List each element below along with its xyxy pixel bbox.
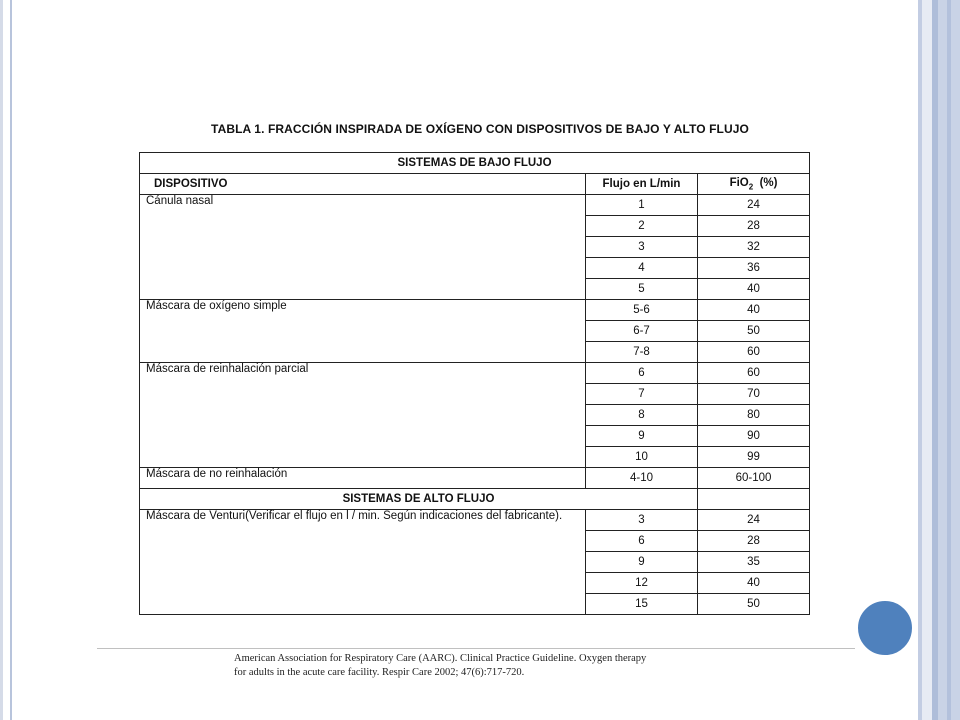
flow-value: 6 [586,363,698,384]
fio2-value: 24 [698,510,810,531]
fio2-value: 70 [698,384,810,405]
flow-value: 6 [586,531,698,552]
section-row-low-flow [140,153,810,174]
flow-value: 5 [586,279,698,300]
flow-value: 6-7 [586,321,698,342]
decorative-circle [856,599,914,657]
fio2-value: 40 [698,300,810,321]
fio2-value: 50 [698,321,810,342]
flow-value: 3 [586,237,698,258]
section-header: SISTEMAS DE ALTO FLUJO [140,489,698,510]
flow-value: 9 [586,426,698,447]
device-name: Máscara de Venturi(Verificar el flujo en l / min. Según indicaciones del fabricante). [140,510,586,615]
flow-value: 3 [586,510,698,531]
device-name: Máscara de no reinhalación [140,468,586,489]
citation-line: American Association for Respiratory Care (AARC). Clinical Practice Guideline. Oxygen therapy [234,653,647,664]
flow-value: 4 [586,258,698,279]
flow-value: 15 [586,594,698,615]
column-header-flow: Flujo en L/min [586,174,698,195]
table-row [140,363,810,384]
device-name: Máscara de oxígeno simple [140,300,586,363]
flow-value: 8 [586,405,698,426]
citation [234,652,794,680]
flow-value: 2 [586,216,698,237]
fio2-value: 40 [698,573,810,594]
fio2-value: 60 [698,342,810,363]
fio2-value: 50 [698,594,810,615]
empty-cell [698,489,810,510]
table-row [140,195,810,216]
table-row [140,300,810,321]
fio2-value: 80 [698,405,810,426]
column-header-device: DISPOSITIVO [140,174,586,195]
flow-value: 9 [586,552,698,573]
slide-left-border [0,0,12,720]
slide-right-decoration [922,0,932,720]
section-header: SISTEMAS DE BAJO FLUJO [140,153,810,174]
oxygen-devices-table [139,152,810,615]
fio2-value: 32 [698,237,810,258]
device-name: Cánula nasal [140,195,586,300]
fio2-value: 90 [698,426,810,447]
fio2-value: 99 [698,447,810,468]
fio2-value: 35 [698,552,810,573]
column-header-row [140,174,810,195]
fio2-prefix: FiO [729,176,749,189]
column-header-fio2 [698,174,810,195]
flow-value: 7 [586,384,698,405]
device-name: Máscara de reinhalación parcial [140,363,586,468]
flow-value: 10 [586,447,698,468]
footer-divider [97,648,855,649]
table-row [140,468,810,489]
fio2-value: 28 [698,531,810,552]
fio2-value: 36 [698,258,810,279]
table-title: TABLA 1. FRACCIÓN INSPIRADA DE OXÍGENO CON DISPOSITIVOS DE BAJO Y ALTO FLUJO [211,122,749,136]
fio2-value: 28 [698,216,810,237]
flow-value: 5-6 [586,300,698,321]
fio2-value: 60 [698,363,810,384]
citation-line: for adults in the acute care facility. Respir Care 2002; 47(6):717-720. [234,667,525,678]
fio2-subscript: 2 [748,182,754,192]
section-row-high-flow [140,489,810,510]
flow-value: 12 [586,573,698,594]
fio2-value: 40 [698,279,810,300]
fio2-value: 60-100 [698,468,810,489]
fio2-suffix: (%) [753,176,778,189]
slide-right-decoration [947,0,951,720]
flow-value: 4-10 [586,468,698,489]
flow-value: 1 [586,195,698,216]
flow-value: 7-8 [586,342,698,363]
fio2-value: 24 [698,195,810,216]
table-row [140,510,810,531]
